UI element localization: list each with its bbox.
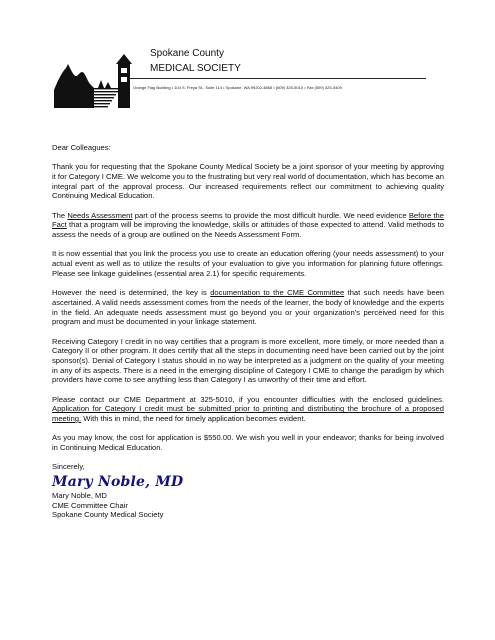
p2-text-c: that a program will be improving the knowledge, skills or attitudes of those expected to attend. Valid methods to assess the needs of a group are outlined on the Needs Assessment Form. bbox=[52, 220, 444, 240]
salutation: Dear Colleagues: bbox=[52, 143, 111, 152]
paragraph-6 bbox=[52, 395, 444, 424]
paragraph-3: It is now essential that you link the process you use to create an education offering (your needs assessment) to your actual event as well as to utilize the results of your evaluation to give you information for planning future offerings. Please see linkage guidelines (essential area 2.1) for specific requirements. bbox=[52, 249, 444, 278]
p6-text-a: Please contact our CME Department at 325-5010, if you encounter difficulties with the enclosed guidelines. bbox=[52, 394, 444, 404]
org-name-line2: MEDICAL SOCIETY bbox=[150, 63, 241, 74]
documentation-term: documentation to the CME Committee bbox=[210, 288, 345, 298]
p2-text-a: The bbox=[52, 210, 68, 220]
letterhead-rule bbox=[130, 78, 426, 79]
before-the-fact-term: Before the Fact bbox=[52, 210, 444, 230]
letterhead bbox=[0, 0, 495, 110]
paragraph-1: Thank you for requesting that the Spokane County Medical Society be a joint sponsor of your meeting by approving it for Category I CME. We welcome you to the frustrating but very real world of documentation, which has become an integral part of the approval process. Our increased requirements reflect our commitment to achieving quality Continuing Medical Education. bbox=[52, 162, 444, 201]
p4-text-a: However the need is determined, the key is bbox=[52, 288, 211, 298]
signer-title: CME Committee Chair bbox=[52, 500, 128, 510]
p6-text-b: With this in mind, the need for timely application becomes evident. bbox=[81, 414, 306, 424]
org-name-line1: Spokane County bbox=[150, 48, 224, 59]
signer-org: Spokane County Medical Society bbox=[52, 510, 164, 520]
p2-text-b: part of the process seems to provide the most difficult hurdle. We need evidence bbox=[132, 210, 409, 220]
signer-name: Mary Noble, MD bbox=[52, 491, 107, 501]
letter-body bbox=[52, 143, 444, 520]
closing: Sincerely, bbox=[52, 462, 85, 472]
signature-block bbox=[52, 491, 444, 520]
paragraph-7: As you may know, the cost for application is $550.00. We wish you well in your endeavor; thanks for being involved in Continuing Medical Education. bbox=[52, 433, 444, 453]
paragraph-4 bbox=[52, 288, 444, 327]
application-deadline-note: Application for Category I credit must be submitted prior to printing and distributing the brochure of a proposed meeting. bbox=[52, 404, 444, 424]
p4-text-b: that such needs have been ascertained. A valid needs assessment comes from the needs of the learner, the body of knowledge and the experts in the field. An adequate needs assessment must go beyond you or your organization’s perceived need for this program and must be documented in your linkage statement. bbox=[52, 288, 445, 327]
signature: Mary Noble, MD bbox=[52, 474, 184, 491]
paragraph-5: Receiving Category I credit in no way certifies that a program is more excellent, more timely, or more needed than a Category II or other program. It does certify that all the steps in documenting need have been carried out by the joint sponsor(s). Denial of Category I status should in no way be interpreted as a judgment on the quality of your meeting in any of its aspects. There is a need in the emerging discipline of Category I CME to change the paradigm by which providers have come to see anything less than Category I as unworthy of their time and effort. bbox=[52, 336, 444, 385]
mountain-tower-logo-icon bbox=[52, 50, 144, 110]
letterhead-address: Orange Flag Building • 104 S. Freya St., Suite 114 • Spokane, WA 99202-4868 • (509) 325-5010 • Fax (509) 325-5409 bbox=[133, 85, 342, 90]
needs-assessment-term: Needs Assessment bbox=[67, 210, 133, 220]
paragraph-2 bbox=[52, 211, 444, 240]
